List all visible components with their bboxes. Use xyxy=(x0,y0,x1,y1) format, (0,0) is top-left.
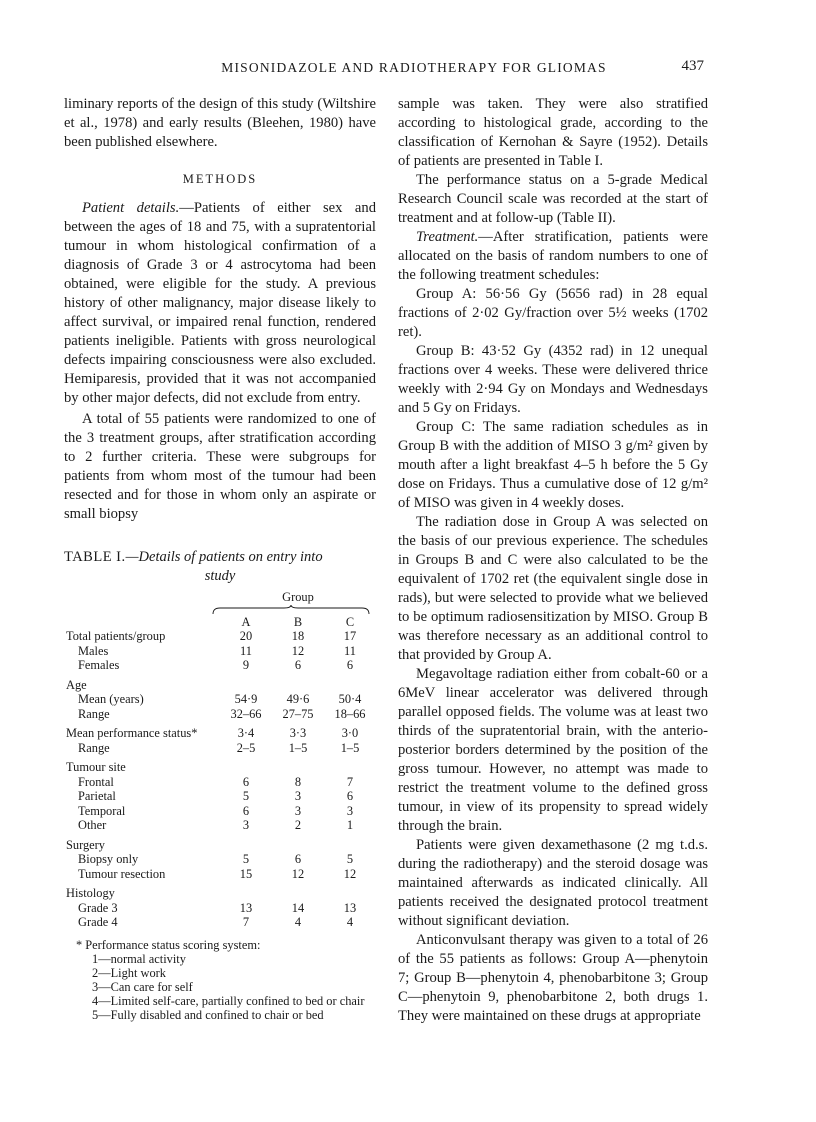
cell-group-c: 12 xyxy=(343,866,357,881)
cell-group-a: 5 xyxy=(242,852,250,866)
table-row xyxy=(64,673,376,693)
cell-group-a: 6 xyxy=(242,774,250,789)
randomization-paragraph: A total of 55 patients were randomized to one of the 3 treatment groups, after stratification according to 2 further criteria. These were subgroups for patients from whom most of the tumour had been resected and for those in whom only an aspirate or small biopsy xyxy=(64,411,376,522)
row-label: Surgery xyxy=(66,837,106,852)
table-row xyxy=(64,629,376,644)
cell-group-b xyxy=(272,881,324,901)
table-row xyxy=(64,741,376,756)
treatment-runin: Treatment. xyxy=(416,229,479,245)
running-header xyxy=(64,60,704,82)
footnote-heading: * Performance status scoring system: xyxy=(76,937,261,952)
row-label: Grade 4 xyxy=(78,915,118,929)
cell-group-b: 1–5 xyxy=(288,740,308,755)
left-column xyxy=(64,95,376,1022)
cell-group-b: 49·6 xyxy=(286,692,310,706)
table-row xyxy=(64,852,376,867)
cell-group-a: 54·9 xyxy=(234,692,258,706)
row-label: Histology xyxy=(66,886,115,900)
megavoltage-paragraph: Megavoltage radiation either from cobalt-60 or a 6MeV linear accelerator was delivered through parallel opposed fields. The volume was at least two thirds of the supratentorial brain, with the anterio-posterior borders determined by the position of the gross tumour. However, no attempt was made to restrict the treatment volume to the defined gross tumour, in view of its propensity to spread widely through the brain. xyxy=(398,666,708,834)
table-column-header-row xyxy=(64,615,376,630)
table-caption-line-2: study xyxy=(204,568,236,584)
cell-group-c: 18–66 xyxy=(334,706,366,721)
row-label: Temporal xyxy=(78,803,126,818)
table-row xyxy=(64,901,376,916)
cell-group-b: 6 xyxy=(294,658,302,672)
radiation-dose-paragraph: The radiation dose in Group A was selected on the basis of our previous experience. The schedules in Groups B and C were also calculated to be the equivalent of 1702 ret (the equivalent single dose in rads), but were selected to provide what we believed to be optimum radiosensitization by MISO. Group B was therefore necessary as an additional control to that provided by Group A. xyxy=(398,514,708,663)
cell-group-a xyxy=(220,673,272,693)
cell-group-c: 3 xyxy=(346,803,354,818)
cell-group-c xyxy=(324,755,376,775)
cell-group-c: 13 xyxy=(343,900,357,915)
right-column xyxy=(398,95,708,1026)
cell-group-b: 6 xyxy=(294,852,302,866)
cell-group-a xyxy=(220,833,272,853)
cell-group-b: 4 xyxy=(294,915,302,929)
column-header-c: C xyxy=(345,614,355,629)
table-row xyxy=(64,818,376,833)
patient-details-body: —Patients of either sex and between the ages of 18 and 75, with a supratentorial tumour in whom histological confirmation of a diagnosis of Grade 3 or 4 astrocytoma had been obtained, were eligible for the study. A previous history of other malignancy, major disease likely to affect survival, or impaired renal function, rendered patients ineligible. Patients with gross neurological defects impairing consciousness were also excluded. Hemiparesis, provided that it was not accompanied by other major defects, did not exclude from entry. xyxy=(64,200,376,406)
table-row xyxy=(64,658,376,673)
footnote-item: 5—Fully disabled and confined to chair or bed xyxy=(92,1007,324,1022)
treatment-body: —After stratification, patients were allocated on the basis of random numbers to one of the following treatment schedules: xyxy=(398,229,708,283)
table-row xyxy=(64,833,376,853)
row-label: Females xyxy=(78,658,120,672)
footnote-item: 1—normal activity xyxy=(92,951,186,966)
group-brace-icon xyxy=(212,605,370,615)
row-label: Mean (years) xyxy=(78,692,144,706)
row-label: Frontal xyxy=(78,774,114,789)
table-row xyxy=(64,644,376,659)
group-c-paragraph: Group C: The same radiation schedules as in Group B with the addition of MISO 3 g/m² given by mouth after a light breakfast 4–5 h before the 5 Gy dose on Fridays. Thus a cumulative dose of 12 g/m² of MISO was given in 4 weekly doses. xyxy=(398,419,708,511)
cell-group-a xyxy=(220,755,272,775)
table-label: TABLE I. xyxy=(64,549,126,565)
treatment-paragraph xyxy=(398,228,708,285)
cell-group-b xyxy=(272,673,324,693)
cell-group-c: 7 xyxy=(346,774,354,789)
cell-group-b: 12 xyxy=(291,866,305,881)
row-label: Age xyxy=(66,677,87,692)
cell-group-c: 6 xyxy=(346,658,354,672)
row-label: Mean performance status* xyxy=(66,726,198,740)
cell-group-b: 2 xyxy=(294,818,302,832)
row-label: Other xyxy=(78,818,107,832)
cell-group-b: 27–75 xyxy=(282,706,314,721)
cell-group-a: 7 xyxy=(242,915,250,929)
table-group-header-row xyxy=(64,590,376,605)
intro-paragraph: liminary reports of the design of this study (Wiltshire et al., 1978) and early results (Bleehen, 1980) have been published elsewhere. xyxy=(64,96,376,150)
cell-group-b xyxy=(272,755,324,775)
group-b-paragraph: Group B: 43·52 Gy (4352 rad) in 12 unequal fractions over 4 weeks. These were delivered thrice weekly with 2·94 Gy on Mondays and Wednesdays and 5 Gy on Fridays. xyxy=(398,343,708,416)
column-header-a: A xyxy=(241,614,251,629)
page-number: 437 xyxy=(681,58,704,74)
methods-heading: METHODS xyxy=(182,172,258,186)
cell-group-b: 3·3 xyxy=(289,726,307,740)
cell-group-b: 8 xyxy=(294,774,302,789)
table-title xyxy=(64,548,376,586)
cell-group-a xyxy=(220,881,272,901)
cell-group-c: 50·4 xyxy=(338,692,362,706)
row-label: Tumour resection xyxy=(78,866,166,881)
cell-group-c: 6 xyxy=(346,789,354,803)
footnote-item: 4—Limited self-care, partially confined to bed or chair xyxy=(92,993,365,1008)
cell-group-b xyxy=(272,833,324,853)
row-label: Parietal xyxy=(78,789,116,803)
cell-group-c xyxy=(324,881,376,901)
patient-details-table xyxy=(64,590,376,930)
cell-group-a: 11 xyxy=(240,643,252,658)
cell-group-a: 2–5 xyxy=(236,740,256,755)
row-label: Males xyxy=(78,643,109,658)
stratification-paragraph: sample was taken. They were also stratified according to histological grade, according to the classification of Kernohan & Sayre (1952). Details of patients are presented in Table I. xyxy=(398,96,708,169)
row-label: Tumour site xyxy=(66,760,126,774)
cell-group-a: 13 xyxy=(239,900,253,915)
row-label: Total patients/group xyxy=(66,629,166,643)
footnote-item: 3—Can care for self xyxy=(92,979,193,994)
cell-group-c xyxy=(324,833,376,853)
cell-group-c: 17 xyxy=(343,629,357,643)
cell-group-c: 1 xyxy=(346,818,354,832)
table-row xyxy=(64,707,376,722)
column-header-b: B xyxy=(293,614,303,629)
cell-group-a: 9 xyxy=(242,658,250,672)
table-row xyxy=(64,692,376,707)
cell-group-b: 3 xyxy=(294,789,302,803)
row-label: Range xyxy=(78,706,110,721)
footnote-item: 2—Light work xyxy=(92,965,166,980)
cell-group-a: 15 xyxy=(239,866,253,881)
performance-paragraph: The performance status on a 5-grade Medical Research Council scale was recorded at the start of treatment and at follow-up (Table II). xyxy=(398,172,708,226)
cell-group-c: 1–5 xyxy=(340,740,360,755)
group-a-paragraph: Group A: 56·56 Gy (5656 rad) in 28 equal fractions of 2·02 Gy/fraction over 5½ weeks (1702 ret). xyxy=(398,286,708,340)
group-label: Group xyxy=(282,590,314,604)
anticonvulsant-paragraph: Anticonvulsant therapy was given to a total of 26 of the 55 patients as follows: Group A—phenytoin 7; Group B—phenytoin 4, phenobarbitone 3; Group C—phenytoin 9, phenobarbitone 2, both drugs 1. They were maintained on these drugs at appropriate xyxy=(398,932,708,1024)
row-label: Biopsy only xyxy=(78,852,139,866)
row-label: Range xyxy=(78,740,110,755)
table-footnote xyxy=(64,938,376,1022)
table-group-brace-row xyxy=(64,605,376,615)
table-row xyxy=(64,867,376,882)
dexamethasone-paragraph: Patients were given dexamethasone (2 mg t.d.s. during the radiotherapy) and the steroid dosage was maintained afterwards as indicated clinically. All patients received the designated protocol treatment without significant deviation. xyxy=(398,837,708,929)
table-row xyxy=(64,881,376,901)
cell-group-c: 11 xyxy=(344,643,356,658)
table-row xyxy=(64,755,376,775)
cell-group-a: 20 xyxy=(239,629,253,643)
table-row xyxy=(64,789,376,804)
table-caption-line-1: —Details of patients on entry into xyxy=(125,549,323,565)
cell-group-b: 3 xyxy=(294,803,302,818)
cell-group-c: 5 xyxy=(346,852,354,866)
table-row xyxy=(64,775,376,790)
running-title: MISONIDAZOLE AND RADIOTHERAPY FOR GLIOMAS xyxy=(221,60,607,75)
patient-details-paragraph xyxy=(64,199,376,408)
cell-group-a: 5 xyxy=(242,789,250,803)
cell-group-a: 3·4 xyxy=(237,726,255,740)
table-row xyxy=(64,721,376,741)
cell-group-b: 18 xyxy=(291,629,305,643)
cell-group-b: 14 xyxy=(291,900,305,915)
cell-group-c: 3·0 xyxy=(341,726,359,740)
cell-group-c: 4 xyxy=(346,915,354,929)
cell-group-a: 3 xyxy=(242,818,250,832)
table-row xyxy=(64,804,376,819)
cell-group-c xyxy=(324,673,376,693)
cell-group-a: 6 xyxy=(242,803,250,818)
patient-details-runin: Patient details. xyxy=(82,200,180,216)
row-label: Grade 3 xyxy=(78,900,118,915)
cell-group-b: 12 xyxy=(291,643,305,658)
table-row xyxy=(64,915,376,930)
cell-group-a: 32–66 xyxy=(230,706,262,721)
